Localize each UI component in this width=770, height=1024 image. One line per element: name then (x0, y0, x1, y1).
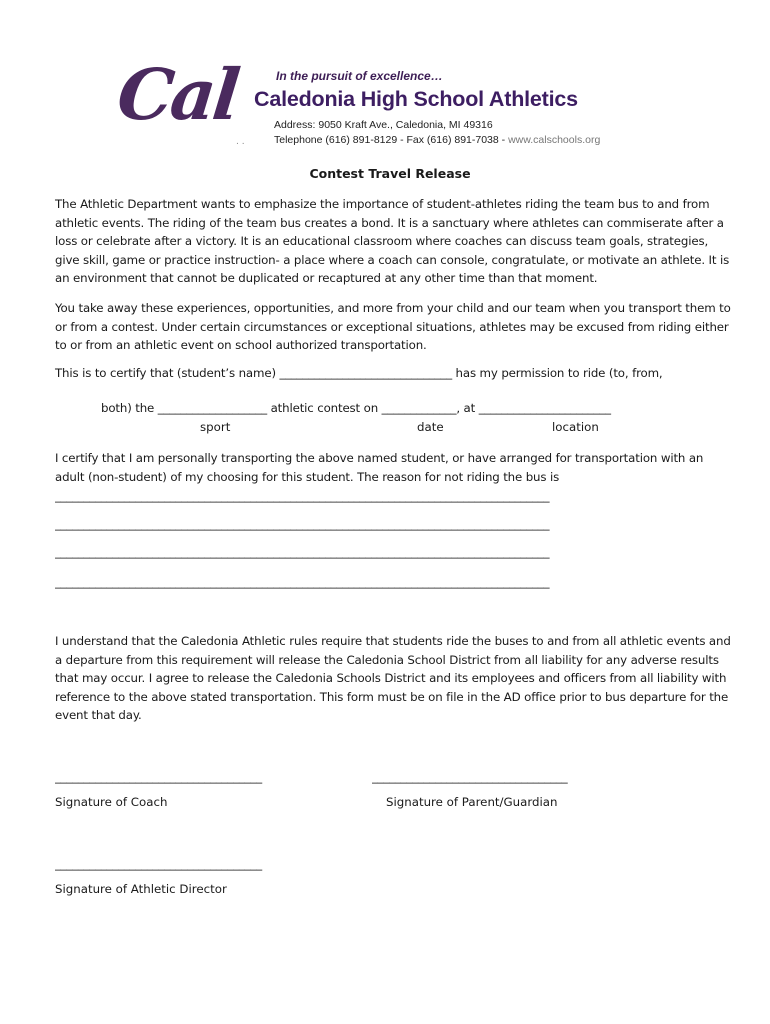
website-link[interactable]: www.calschools.org (508, 134, 601, 146)
experience-paragraph: You take away these experiences, opportunities, and more from your child and our team when you transport them to or from a contest. Under certain circumstances or exceptional situations, athletes may be excused from riding either to or from an athletic event on school authorized transportation. (55, 301, 731, 353)
reason-line[interactable]: ______________________________________________________________________________________ (55, 545, 550, 559)
date-label: date (417, 420, 444, 434)
reason-line[interactable]: ______________________________________________________________________________________ (55, 517, 550, 531)
school-address: Address: 9050 Kraft Ave., Caledonia, MI 49316 (274, 119, 493, 131)
reason-line[interactable]: ______________________________________________________________________________________ (55, 575, 550, 589)
student-name-line[interactable]: This is to certify that (student’s name) ______________________________ has my permission to ride (to, from, (55, 366, 663, 380)
parent-signature-line[interactable]: __________________________________ (372, 770, 568, 784)
phone-fax-text: Telephone (616) 891-8129 - Fax (616) 891-7038 - (274, 134, 509, 146)
coach-signature-line[interactable]: ____________________________________ (55, 770, 262, 784)
location-label: location (552, 420, 599, 434)
school-phone (274, 134, 600, 146)
ad-signature-label: Signature of Athletic Director (55, 882, 227, 896)
form-title: Contest Travel Release (309, 166, 471, 181)
sport-label: sport (200, 420, 231, 434)
contest-details-line[interactable]: both) the ___________________ athletic contest on _____________, at _______________________ (101, 401, 611, 415)
parent-signature-label: Signature of Parent/Guardian (386, 795, 558, 809)
coach-signature-label: Signature of Coach (55, 795, 168, 809)
school-logo: Cal (113, 53, 242, 136)
transport-paragraph: I certify that I am personally transporting the above named student, or have arranged for transportation with an adult (non-student) of my choosing for this student. The reason for not riding the bus is (55, 451, 704, 484)
liability-paragraph: I understand that the Caledonia Athletic rules require that students ride the buses to and from all athletic events and a departure from this requirement will release the Caledonia School District from all liability for any adverse results that may occur. I agree to release the Caledonia Schools District and its employees and officers from all liability with reference to the above stated transportation. This form must be on file in the AD office prior to bus departure for the event that day. (55, 634, 731, 723)
reason-line[interactable]: ______________________________________________________________________________________ (55, 489, 550, 503)
ad-signature-line[interactable]: ____________________________________ (55, 857, 262, 871)
intro-paragraph: The Athletic Department wants to emphasize the importance of student-athletes riding the team bus to and from athletic events. The riding of the team bus creates a bond. It is a sanctuary where athletes can commiserate after a loss or celebrate after a victory. It is an educational classroom where coaches can discuss team goals, strategies, give skill, game or practice instruction- a place where a coach can console, congratulate, or motivate an athlete. It is an environment that cannot be duplicated or recaptured at any other time than that moment. (55, 197, 730, 286)
tagline: In the pursuit of excellence… (276, 69, 443, 83)
school-name: Caledonia High School Athletics (254, 87, 578, 111)
decorative-dots: . . (236, 137, 245, 147)
